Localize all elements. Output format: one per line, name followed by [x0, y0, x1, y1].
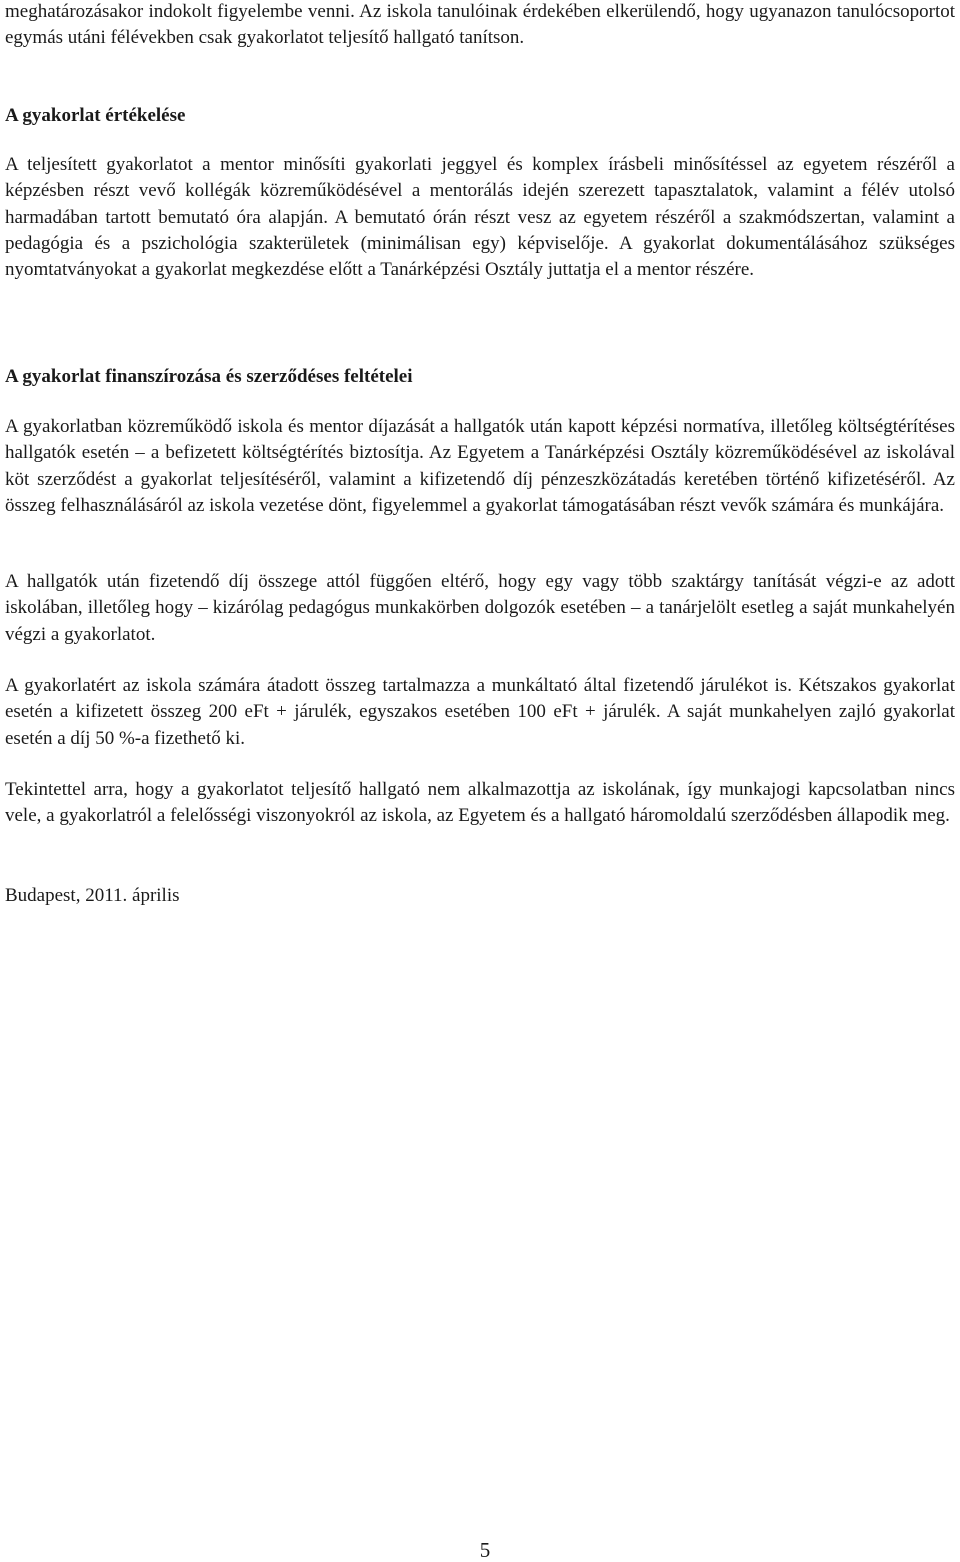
document-page: [5, 0, 955, 1561]
finanszirozas-paragraph-3: A gyakorlatért az iskola számára átadott összeg tartalmazza a munkáltató által fizetendő járulékot is. Kétszakos gyakorlat esetén a kifizetett összeg 200 eFt + járulék, egyszakos esetében 100 eFt + járulék. A saját munkahelyen zajló gyakorlat esetén a díj 50 %-a fizethető ki.: [5, 675, 955, 749]
finanszirozas-paragraph-4: Tekintettel arra, hogy a gyakorlatot teljesítő hallgató nem alkalmazottja az iskolának, így munkajogi kapcsolatban nincs vele, a gyakorlatról a felelősségi viszonyokról az iskola, az Egyetem és a hallgató háromoldalú szerződésben állapodik meg.: [5, 779, 955, 827]
intro-paragraph: meghatározásakor indokolt figyelembe venni. Az iskola tanulóinak érdekében elkerülendő, hogy ugyanazon tanulócsoportot egymás utáni félévekben csak gyakorlatot teljesítő hallgató tanítson.: [5, 1, 955, 49]
place-date: Budapest, 2011. április: [5, 885, 180, 906]
finanszirozas-paragraph-2: A hallgatók után fizetendő díj összege attól függően eltérő, hogy egy vagy több szaktárgy tanítását végzi-e az adott iskolában, illetőleg hogy – kizárólag pedagógus munkakörben dolgozók esetében – a tanárjelölt esetleg a saját munkahelyén végzi a gyakorlatot.: [5, 571, 955, 645]
finanszirozas-paragraph-1: A gyakorlatban közreműködő iskola és mentor díjazását a hallgatók után kapott képzési normatíva, illetőleg költségtérítéses hallgatók esetén – a befizetett költségtérítés biztosítja. Az Egyetem a Tanárképzési Osztály közreműködésével az iskolával köt szerződést a gyakorlat teljesítéséről, valamint a kifizetendő díj pénzeszközátadás keretében történő kifizetéséről. Az összeg felhasználásáról az iskola vezetése dönt, figyelemmel a gyakorlat támogatásában részt vevők számára és munkájára.: [5, 416, 955, 516]
page-number: 5: [479, 1538, 491, 1562]
section-heading-finanszirozas: A gyakorlat finanszírozása és szerződéses feltételei: [5, 366, 413, 387]
section-heading-ertekeles: A gyakorlat értékelése: [5, 105, 186, 126]
ertekeles-paragraph: A teljesített gyakorlatot a mentor minősíti gyakorlati jeggyel és komplex írásbeli minősítéssel az egyetem részéről a képzésben részt vevő kollégák közreműködésével a mentorálás idején szerezett tapasztalatok, valamint a félév utolsó harmadában tartott bemutató óra alapján. A bemutató órán részt vesz az egyetem részéről a szakmódszertan, valamint a pedagógia és a pszichológia szakterületek (minimálisan egy) képviselője. A gyakorlat dokumentálásához szükséges nyomtatványokat a gyakorlat megkezdése előtt a Tanárképzési Osztály juttatja el a mentor részére.: [5, 154, 955, 281]
